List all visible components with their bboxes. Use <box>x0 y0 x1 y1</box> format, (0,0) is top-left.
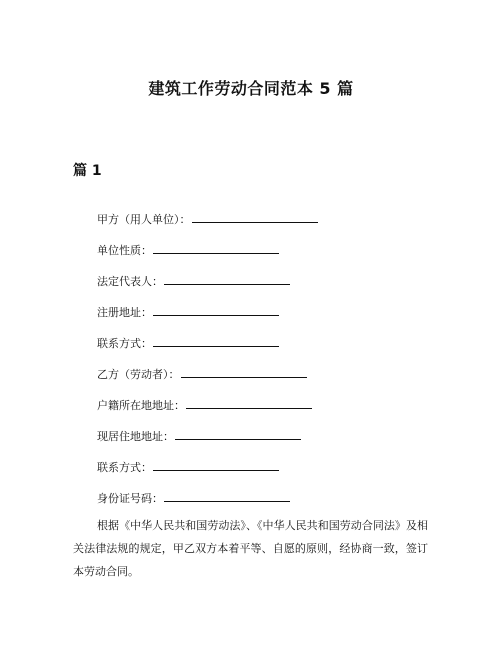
field-label: 法定代表人： <box>97 275 163 288</box>
field-label: 单位性质： <box>97 244 152 257</box>
fill-in-blank <box>192 211 318 223</box>
fill-in-blank <box>164 273 290 285</box>
field-label: 甲方（用人单位）： <box>97 213 191 226</box>
fill-in-blank <box>153 459 279 471</box>
field-legal-representative <box>97 273 290 289</box>
fill-in-blank <box>153 242 279 254</box>
fill-in-blank <box>181 366 307 378</box>
field-contact-b <box>97 459 279 475</box>
field-household-address <box>97 397 312 413</box>
field-label: 身份证号码： <box>97 492 163 505</box>
fill-in-blank <box>153 304 279 316</box>
fill-in-blank <box>186 397 312 409</box>
fill-in-blank <box>164 490 290 502</box>
field-label: 联系方式： <box>97 461 152 474</box>
fill-in-blank <box>153 335 279 347</box>
field-party-b <box>97 366 307 382</box>
field-label: 户籍所在地地址： <box>97 399 185 412</box>
fill-in-blank <box>175 428 301 440</box>
field-label: 注册地址： <box>97 306 152 319</box>
field-label: 乙方（劳动者）： <box>97 368 180 381</box>
field-id-number <box>97 490 290 506</box>
field-label: 现居住地地址： <box>97 430 174 443</box>
field-unit-nature <box>97 242 279 258</box>
body-paragraph: 根据《中华人民共和国劳动法》、《中华人民共和国劳动合同法》及相关法律法规的规定，甲乙双方本着平等、自愿的原则，经协商一致，签订本劳动合同。 <box>73 519 428 578</box>
field-registered-address <box>97 304 279 320</box>
section-heading: 篇 1 <box>73 163 102 179</box>
field-party-a <box>97 211 318 227</box>
field-contact-a <box>97 335 279 351</box>
field-label: 联系方式： <box>97 337 152 350</box>
document-title: 建筑工作劳动合同范本 5 篇 <box>148 79 354 98</box>
field-current-address <box>97 428 301 444</box>
